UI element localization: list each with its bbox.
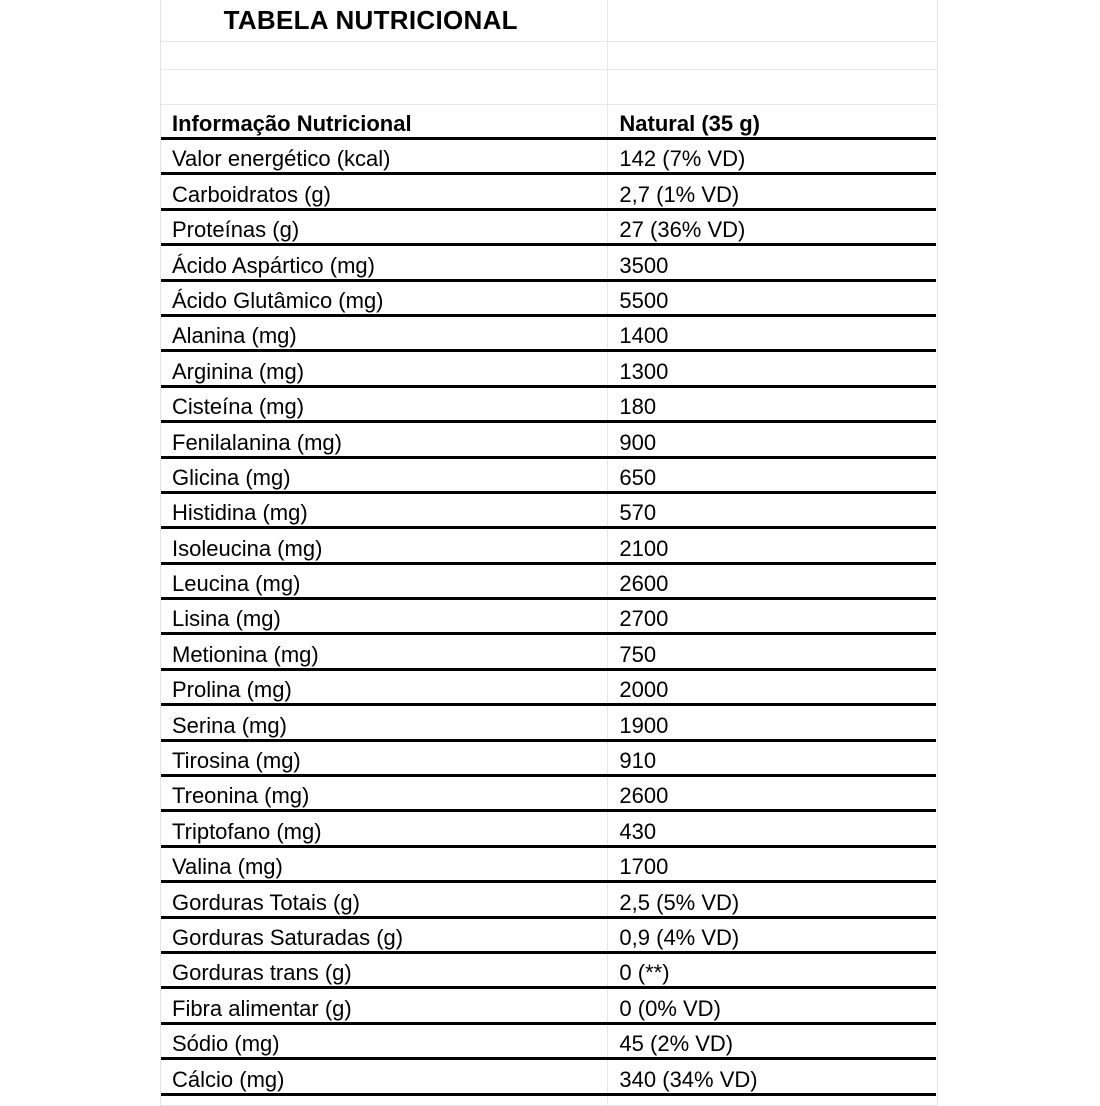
table-row — [161, 777, 937, 812]
nutrient-label: Valina (mg) — [161, 848, 608, 883]
nutrient-label: Carboidratos (g) — [161, 175, 608, 210]
nutrient-value: 340 (34% VD) — [619, 1066, 758, 1092]
title-cell — [161, 0, 608, 41]
table-row — [161, 883, 937, 918]
nutrient-value: 3500 — [619, 252, 669, 278]
nutrient-label: Histidina (mg) — [161, 494, 608, 529]
nutrient-label: Triptofano (mg) — [161, 812, 608, 847]
table-row — [161, 812, 937, 847]
spacer-cell — [161, 1096, 608, 1105]
nutrient-label: Gorduras Saturadas (g) — [161, 919, 608, 954]
table-header-row — [161, 105, 937, 140]
nutrient-value: 2100 — [619, 535, 669, 561]
nutrient-value: 430 — [619, 818, 657, 844]
nutrient-label: Tirosina (mg) — [161, 742, 608, 777]
spacer-cell — [608, 42, 937, 69]
nutrient-value: 1300 — [619, 358, 669, 384]
table-row — [161, 211, 937, 246]
nutrient-value: 2600 — [619, 783, 669, 809]
table-row — [161, 175, 937, 210]
nutrient-value: 5500 — [619, 287, 669, 313]
table-row — [161, 388, 937, 423]
spacer-cell — [161, 70, 608, 104]
nutrient-value: 2600 — [619, 571, 669, 597]
table-row — [161, 671, 937, 706]
table-row — [161, 706, 937, 741]
table-row — [161, 848, 937, 883]
nutrient-value: 180 — [619, 394, 657, 420]
nutrient-label: Cálcio (mg) — [161, 1060, 608, 1095]
nutrient-value: 650 — [619, 464, 657, 490]
nutrient-value: 45 (2% VD) — [619, 1031, 734, 1057]
table-row — [161, 459, 937, 494]
nutrient-label: Fibra alimentar (g) — [161, 989, 608, 1024]
spacer-cell — [608, 1096, 937, 1105]
table-row — [161, 317, 937, 352]
spacer-row-2 — [161, 70, 937, 105]
nutrient-label: Alanina (mg) — [161, 317, 608, 352]
nutrient-label: Sódio (mg) — [161, 1025, 608, 1060]
nutrient-value: 0,9 (4% VD) — [619, 924, 740, 950]
table-row — [161, 352, 937, 387]
title-row — [161, 0, 937, 42]
nutrient-value: 1900 — [619, 712, 669, 738]
nutrient-value: 142 (7% VD) — [619, 146, 746, 172]
table-row — [161, 989, 937, 1024]
nutrient-label: Arginina (mg) — [161, 352, 608, 387]
nutrient-label: Prolina (mg) — [161, 671, 608, 706]
page-title: TABELA NUTRICIONAL — [223, 5, 518, 35]
table-row — [161, 1060, 937, 1095]
nutrient-label: Ácido Glutâmico (mg) — [161, 282, 608, 317]
nutrient-value: 750 — [619, 641, 657, 667]
table-row — [161, 954, 937, 989]
nutrient-label: Treonina (mg) — [161, 777, 608, 812]
table-body — [161, 140, 937, 1096]
nutrient-label: Gorduras trans (g) — [161, 954, 608, 989]
table-row — [161, 140, 937, 175]
nutrient-label: Leucina (mg) — [161, 565, 608, 600]
nutrient-label: Gorduras Totais (g) — [161, 883, 608, 918]
nutrient-value: 2,5 (5% VD) — [619, 889, 740, 915]
table-row — [161, 600, 937, 635]
nutrient-label: Cisteína (mg) — [161, 388, 608, 423]
nutrient-value: 0 (**) — [619, 960, 670, 986]
nutrient-value: 900 — [619, 429, 657, 455]
nutrient-label: Lisina (mg) — [161, 600, 608, 635]
nutrient-label: Ácido Aspártico (mg) — [161, 246, 608, 281]
table-row — [161, 1025, 937, 1060]
nutrient-label: Serina (mg) — [161, 706, 608, 741]
table-row — [161, 565, 937, 600]
nutrient-label: Isoleucina (mg) — [161, 529, 608, 564]
nutrition-spreadsheet — [160, 0, 938, 1106]
table-row — [161, 919, 937, 954]
nutrient-label: Metionina (mg) — [161, 635, 608, 670]
spacer-row-3 — [161, 1096, 937, 1106]
spacer-row-1 — [161, 42, 937, 70]
spacer-cell — [608, 70, 937, 104]
nutrient-value: 27 (36% VD) — [619, 217, 746, 243]
table-row — [161, 246, 937, 281]
column-header-value: Natural (35 g) — [619, 111, 761, 136]
nutrient-label: Fenilalanina (mg) — [161, 423, 608, 458]
title-row-empty-cell — [608, 0, 937, 41]
column-header-label: Informação Nutricional — [161, 105, 608, 140]
nutrient-value: 570 — [619, 500, 657, 526]
nutrient-value: 1400 — [619, 323, 669, 349]
nutrient-value: 2000 — [619, 677, 669, 703]
nutrient-label: Valor energético (kcal) — [161, 140, 608, 175]
table-row — [161, 635, 937, 670]
nutrient-value: 1700 — [619, 854, 669, 880]
table-row — [161, 282, 937, 317]
table-row — [161, 742, 937, 777]
nutrient-label: Proteínas (g) — [161, 211, 608, 246]
nutrient-value: 0 (0% VD) — [619, 995, 721, 1021]
nutrient-value: 2700 — [619, 606, 669, 632]
nutrient-value: 910 — [619, 748, 657, 774]
table-row — [161, 494, 937, 529]
nutrient-label: Glicina (mg) — [161, 459, 608, 494]
spacer-cell — [161, 42, 608, 69]
table-row — [161, 529, 937, 564]
nutrient-value: 2,7 (1% VD) — [619, 181, 740, 207]
table-row — [161, 423, 937, 458]
